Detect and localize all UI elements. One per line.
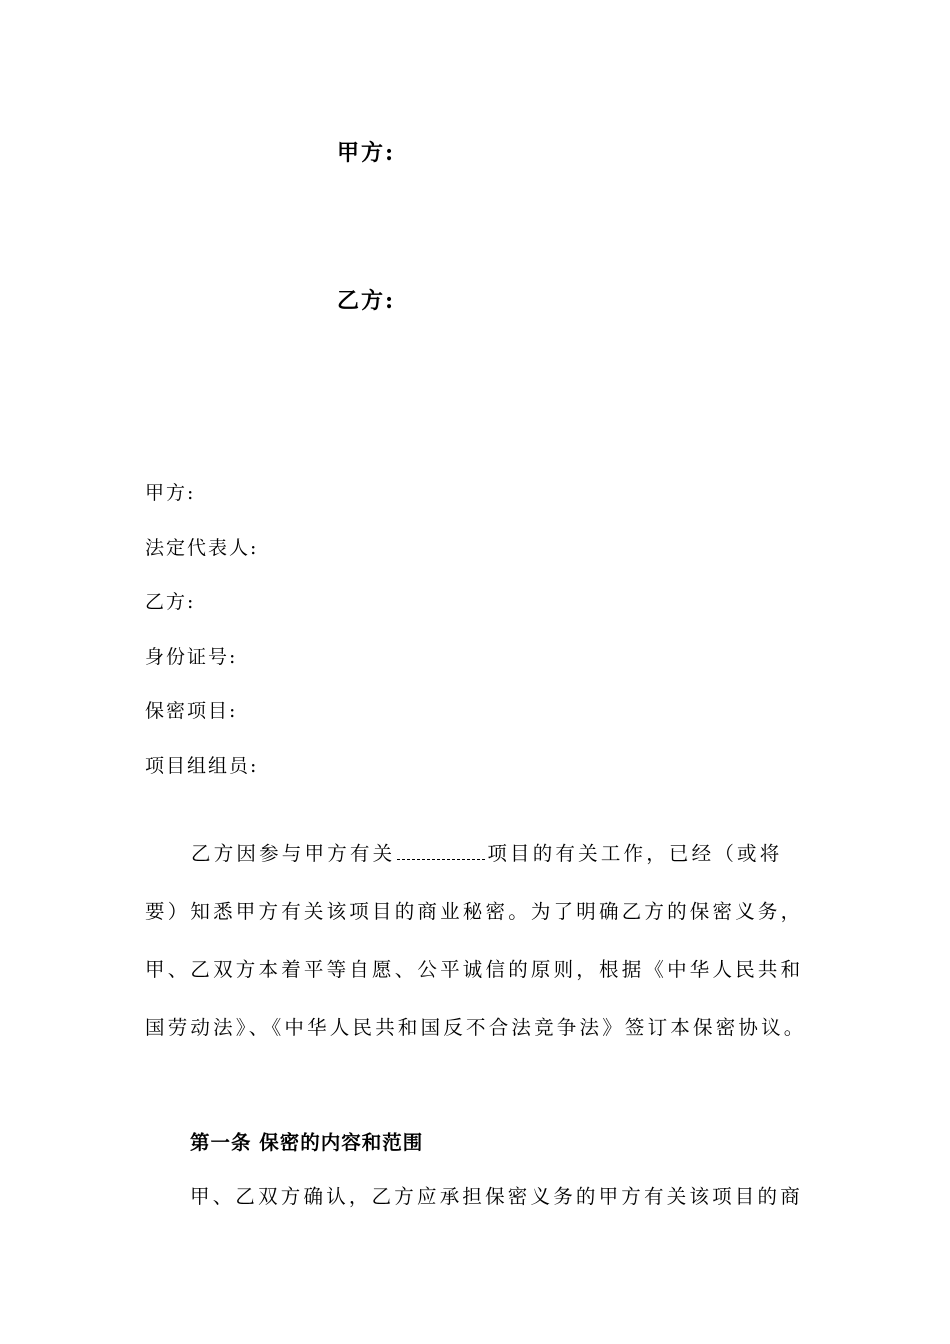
- info-legal-representative: 法定代表人:: [145, 536, 259, 559]
- project-name-blank: [397, 845, 485, 860]
- intro-paragraph: [145, 838, 825, 1070]
- info-id-number: 身份证号:: [145, 645, 238, 668]
- intro-line-2: 要）知悉甲方有关该项目的商业秘密。为了明确乙方的保密义务，: [145, 900, 804, 923]
- intro-line-1-start: 乙方因参与甲方有关: [191, 842, 396, 865]
- info-project-members: 项目组组员:: [145, 754, 259, 777]
- info-confidential-project: 保密项目:: [145, 700, 238, 722]
- intro-line-1-end: 项目的有关工作，已经（或将: [487, 842, 783, 865]
- intro-line-4: 国劳动法》、《中华人民共和国反不合法竞争法》签订本保密协议。: [145, 1016, 807, 1039]
- section-1-text: 甲、乙双方确认，乙方应承担保密义务的甲方有关该项目的商: [190, 1185, 803, 1208]
- cover-party-a-label: 甲方:: [337, 140, 396, 166]
- info-party-a: 甲方:: [145, 482, 196, 504]
- info-party-b: 乙方:: [145, 591, 196, 613]
- section-1-title: 第一条 保密的内容和范围: [190, 1131, 424, 1154]
- intro-line-3: 甲、乙双方本着平等自愿、公平诚信的原则，根据《中华人民共和: [145, 958, 804, 981]
- intro-line-1: [145, 838, 825, 896]
- cover-party-b-label: 乙方:: [337, 288, 396, 314]
- party-info-list: [145, 478, 258, 805]
